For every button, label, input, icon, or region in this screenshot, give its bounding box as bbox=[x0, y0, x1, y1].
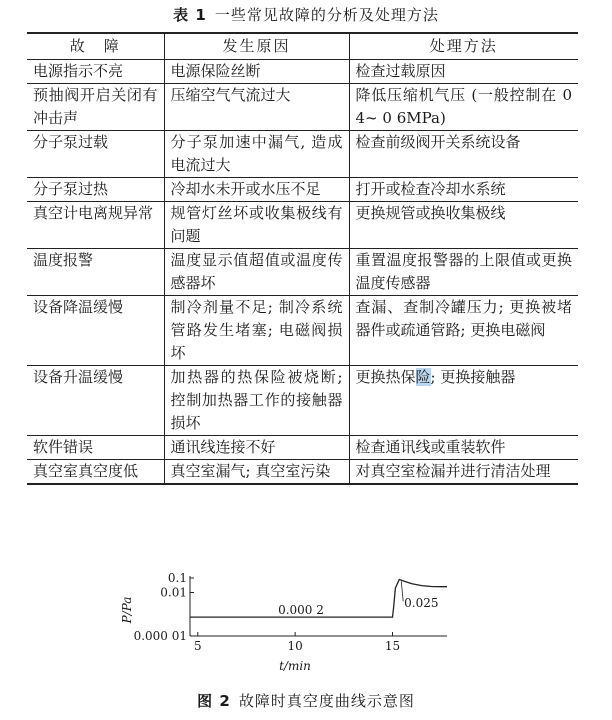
annotation-label: 0.025 bbox=[404, 596, 439, 611]
solution-cell: 查漏、查制冷罐压力; 更换被堵器件或疏通管路; 更换电磁阀 bbox=[349, 296, 578, 366]
fault-cell: 软件错误 bbox=[33, 438, 94, 456]
figure-caption-label: 图 2 bbox=[197, 692, 231, 710]
x-axis-label: t/min bbox=[279, 659, 311, 673]
figure-caption bbox=[0, 690, 612, 711]
cause-cell: 通讯线连接不好 bbox=[164, 436, 349, 460]
fault-cell: 预抽阀开启关闭有冲击声 bbox=[33, 86, 158, 127]
header-fault: 故 障 bbox=[69, 37, 121, 55]
y-axis-label: P/Pa bbox=[120, 596, 134, 624]
figure-caption-title: 故障时真空度曲线示意图 bbox=[238, 692, 415, 710]
fault-cell: 电源指示不亮 bbox=[33, 62, 124, 80]
fault-cell: 分子泵过热 bbox=[33, 180, 109, 198]
x-tick-label: 5 bbox=[193, 639, 202, 653]
solution-text: 更换热保险; 更换接触器 bbox=[355, 368, 516, 386]
solution-cell: 打开或检查冷却水系统 bbox=[349, 178, 578, 202]
table-row bbox=[27, 296, 578, 366]
header-cause: 发生原因 bbox=[164, 33, 349, 60]
solution-cell: 检查前级阀开关系统设备 bbox=[349, 131, 578, 178]
table-header-row bbox=[27, 33, 578, 60]
x-tick-label: 10 bbox=[287, 639, 303, 653]
fault-table bbox=[27, 32, 578, 485]
solution-cell: 检查过载原因 bbox=[349, 60, 578, 84]
cause-cell: 制冷剂量不足; 制冷系统管路发生堵塞; 电磁阀损坏 bbox=[164, 296, 349, 366]
table-caption-label: 表 1 bbox=[173, 6, 207, 24]
annotation-label: 0.000 2 bbox=[278, 603, 324, 618]
table-row bbox=[27, 249, 578, 296]
solution-cell: 更换规管或换收集极线 bbox=[349, 202, 578, 249]
fault-cell: 分子泵过载 bbox=[33, 133, 109, 151]
cause-cell: 真空室漏气; 真空室污染 bbox=[164, 460, 349, 485]
solution-cell: 降低压缩机气压 (一般控制在 0 4~ 0 6MPa) bbox=[349, 84, 578, 131]
table-row bbox=[27, 366, 578, 436]
table-row bbox=[27, 178, 578, 202]
table-row bbox=[27, 131, 578, 178]
fault-cell: 设备升温缓慢 bbox=[33, 368, 124, 386]
table-row bbox=[27, 60, 578, 84]
cause-cell: 分子泵加速中漏气, 造成电流过大 bbox=[164, 131, 349, 178]
table-caption bbox=[0, 4, 612, 25]
annotation-leader bbox=[401, 581, 403, 601]
table-row bbox=[27, 460, 578, 485]
y-tick-label: 0.01 bbox=[160, 585, 187, 600]
solution-cell: 检查通讯线或重装软件 bbox=[349, 436, 578, 460]
header-solution: 处理方法 bbox=[349, 33, 578, 60]
vacuum-curve-chart bbox=[120, 566, 450, 674]
fault-cell: 设备降温缓慢 bbox=[33, 298, 124, 316]
plot-area bbox=[134, 571, 447, 653]
x-tick-label: 15 bbox=[384, 639, 401, 653]
cause-cell: 压缩空气气流过大 bbox=[164, 84, 349, 131]
solution-cell: 重置温度报警器的上限值或更换温度传感器 bbox=[349, 249, 578, 296]
cause-cell: 加热器的热保险被烧断; 控制加热器工作的接触器损坏 bbox=[164, 366, 349, 436]
cause-cell: 电源保险丝断 bbox=[164, 60, 349, 84]
y-tick-label: 0.000 01 bbox=[133, 629, 187, 643]
table-row bbox=[27, 202, 578, 249]
solution-cell bbox=[349, 366, 578, 436]
table-caption-title: 一些常见故障的分析及处理方法 bbox=[214, 6, 439, 24]
cause-cell: 温度显示值超值或温度传感器坏 bbox=[164, 249, 349, 296]
table-row bbox=[27, 436, 578, 460]
fault-cell: 真空计电离规异常 bbox=[33, 204, 154, 222]
y-tick-label: 0.1 bbox=[167, 571, 187, 585]
fault-cell: 温度报警 bbox=[33, 251, 94, 269]
solution-cell: 对真空室检漏并进行清洁处理 bbox=[349, 460, 578, 485]
fault-cell: 真空室真空度低 bbox=[33, 462, 139, 480]
cause-cell: 冷却水未开或水压不足 bbox=[164, 178, 349, 202]
table-row bbox=[27, 84, 578, 131]
cause-cell: 规管灯丝坏或收集极线有问题 bbox=[164, 202, 349, 249]
